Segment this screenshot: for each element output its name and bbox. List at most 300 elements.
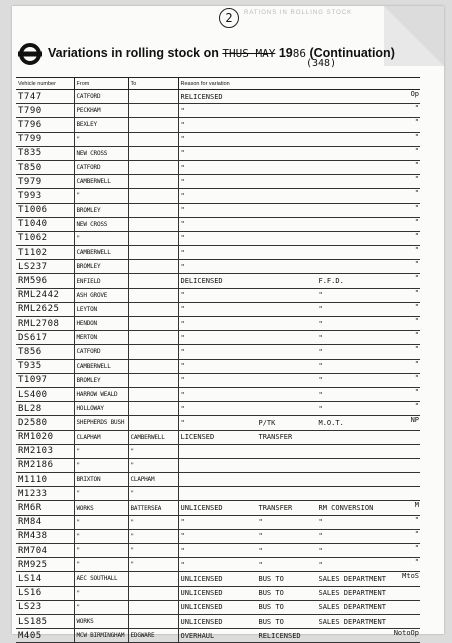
reason-cell [178, 444, 420, 458]
to-cell [128, 246, 178, 260]
rolling-stock-table [16, 77, 420, 643]
vehicle-number-cell: RML2708 [16, 317, 74, 331]
reason-cell [178, 160, 420, 174]
reason-part: P/TK [258, 418, 276, 427]
reason-part: UNLICENSED [180, 603, 223, 612]
to-cell [128, 260, 178, 274]
reason-part: " [180, 248, 185, 257]
to-cell: CLAPHAM [128, 473, 178, 487]
margin-note: NP [410, 416, 419, 425]
vehicle-number-cell: RM1020 [16, 430, 74, 444]
reason-part: " [180, 234, 185, 243]
table-row [16, 302, 420, 316]
reason-cell [178, 246, 420, 260]
reason-cell [178, 558, 420, 572]
from-cell: BRIXTON [74, 473, 128, 487]
to-cell [128, 104, 178, 118]
reason-part: " [180, 319, 185, 328]
vehicle-number-cell: RM84 [16, 515, 74, 529]
to-cell [128, 274, 178, 288]
table-row [16, 246, 420, 260]
margin-note: " [414, 387, 419, 396]
from-cell: BROMLEY [74, 203, 128, 217]
reason-cell [178, 501, 420, 515]
reason-part: " [318, 291, 323, 300]
to-cell: " [128, 458, 178, 472]
from-cell: CATFORD [74, 345, 128, 359]
vehicle-number-cell: LS185 [16, 614, 74, 628]
to-cell: " [128, 544, 178, 558]
reason-part: " [180, 532, 185, 541]
margin-note: " [414, 132, 419, 141]
table-row [16, 487, 420, 501]
reason-cell [178, 359, 420, 373]
to-cell [128, 345, 178, 359]
to-cell [128, 231, 178, 245]
vehicle-number-cell: T796 [16, 118, 74, 132]
table-row [16, 231, 420, 245]
from-cell: " [74, 544, 128, 558]
to-cell [128, 572, 178, 586]
table-row [16, 458, 420, 472]
to-cell [128, 600, 178, 614]
to-cell [128, 217, 178, 231]
table-row [16, 416, 420, 430]
vehicle-number-cell: RM6R [16, 501, 74, 515]
table-row [16, 614, 420, 628]
from-cell: WORKS [74, 614, 128, 628]
margin-note: " [414, 118, 419, 127]
table-row [16, 629, 420, 643]
table-row [16, 146, 420, 160]
margin-note: " [414, 288, 419, 297]
to-cell: " [128, 529, 178, 543]
reason-cell [178, 416, 420, 430]
reason-cell [178, 572, 420, 586]
table-row [16, 132, 420, 146]
from-cell: NEW CROSS [74, 146, 128, 160]
reason-cell [178, 104, 420, 118]
from-cell: CATFORD [74, 160, 128, 174]
table-row [16, 160, 420, 174]
vehicle-number-cell: T1097 [16, 373, 74, 387]
vehicle-number-cell: T799 [16, 132, 74, 146]
to-cell [128, 416, 178, 430]
from-cell: CATFORD [74, 90, 128, 104]
table-row [16, 189, 420, 203]
vehicle-number-cell: RM704 [16, 544, 74, 558]
margin-note: " [414, 373, 419, 382]
table-row [16, 260, 420, 274]
table-row [16, 387, 420, 401]
to-cell [128, 146, 178, 160]
to-cell [128, 90, 178, 104]
reason-cell [178, 600, 420, 614]
margin-note: " [414, 317, 419, 325]
vehicle-number-cell: T935 [16, 359, 74, 373]
from-cell: ENFIELD [74, 274, 128, 288]
margin-note: " [414, 544, 419, 552]
reason-part: M.O.T. [318, 418, 344, 427]
vehicle-number-cell: RM925 [16, 558, 74, 572]
reason-part: " [258, 532, 263, 541]
reason-cell [178, 586, 420, 600]
margin-note: M [414, 501, 419, 510]
reason-part: UNLICENSED [180, 617, 223, 626]
reason-part: " [318, 376, 323, 385]
table-row [16, 515, 420, 529]
margin-note: " [414, 331, 419, 340]
reason-part: " [180, 106, 185, 115]
vehicle-number-cell: LS400 [16, 387, 74, 401]
table-row [16, 118, 420, 132]
to-cell [128, 160, 178, 174]
vehicle-number-cell: D2580 [16, 416, 74, 430]
reason-part: " [180, 149, 185, 158]
reason-cell [178, 345, 420, 359]
from-cell: " [74, 600, 128, 614]
margin-note: " [414, 160, 419, 169]
margin-note: " [414, 345, 419, 354]
margin-note: " [414, 203, 419, 212]
from-cell: ASH GROVE [74, 288, 128, 302]
table-row [16, 529, 420, 543]
reason-cell [178, 231, 420, 245]
table-row [16, 217, 420, 231]
from-cell: WORKS [74, 501, 128, 515]
from-cell: CAMBERWELL [74, 175, 128, 189]
reason-part: UNLICENSED [180, 504, 223, 513]
from-cell: CLAPHAM [74, 430, 128, 444]
margin-note: " [414, 529, 419, 538]
reason-cell [178, 629, 420, 643]
reason-part: " [180, 546, 185, 555]
margin-note: " [414, 231, 419, 240]
reason-part: RELICENSED [180, 92, 223, 101]
reason-cell [178, 118, 420, 132]
vehicle-number-cell: LS16 [16, 586, 74, 600]
reason-part: " [180, 291, 185, 300]
to-cell [128, 118, 178, 132]
reason-part: BUS TO [258, 603, 284, 612]
table-row [16, 430, 420, 444]
reason-cell [178, 302, 420, 316]
reason-part: " [180, 206, 185, 215]
vehicle-number-cell: LS237 [16, 260, 74, 274]
from-cell: BEXLEY [74, 118, 128, 132]
margin-note: Op [410, 90, 419, 98]
reason-cell [178, 317, 420, 331]
reason-part: " [318, 546, 323, 555]
reason-part: " [258, 518, 263, 527]
vehicle-number-cell: BL28 [16, 402, 74, 416]
table-row [16, 600, 420, 614]
vehicle-number-cell: M1110 [16, 473, 74, 487]
from-cell: " [74, 458, 128, 472]
margin-note: " [414, 302, 419, 311]
from-cell: HOLLOWAY [74, 402, 128, 416]
year-prefix: 19 [278, 46, 293, 60]
from-cell: " [74, 189, 128, 203]
reason-part: " [180, 404, 185, 413]
from-cell: MERTON [74, 331, 128, 345]
vehicle-number-cell: T1102 [16, 246, 74, 260]
vehicle-number-cell: LS23 [16, 600, 74, 614]
reason-part: " [180, 362, 185, 371]
from-cell: AEC SOUTHALL [74, 572, 128, 586]
reason-part: " [180, 376, 185, 385]
to-cell [128, 175, 178, 189]
reason-part: " [318, 532, 323, 541]
reason-part: " [180, 518, 185, 527]
table-row [16, 558, 420, 572]
vehicle-number-cell: T1062 [16, 231, 74, 245]
reason-cell [178, 260, 420, 274]
handwritten-date: THUS MAY [222, 47, 276, 60]
vehicle-number-cell: M1233 [16, 487, 74, 501]
margin-note: " [414, 246, 419, 255]
reason-part: " [180, 177, 185, 186]
vehicle-number-cell: T850 [16, 160, 74, 174]
table-row [16, 501, 420, 515]
reason-part: " [180, 120, 185, 129]
margin-note: " [414, 260, 419, 269]
vehicle-number-cell: T790 [16, 104, 74, 118]
reason-part: " [180, 560, 185, 569]
reason-part: " [318, 319, 323, 328]
to-cell [128, 586, 178, 600]
reason-cell [178, 274, 420, 288]
margin-note: " [414, 359, 419, 368]
table-row [16, 473, 420, 487]
reason-part: LICENSED [180, 433, 215, 442]
to-cell [128, 331, 178, 345]
reason-part: SALES DEPARTMENT [318, 603, 386, 612]
reason-cell [178, 331, 420, 345]
table-row [16, 175, 420, 189]
reason-part: " [180, 191, 185, 200]
vehicle-number-cell: LS14 [16, 572, 74, 586]
column-header-vehicle: Vehicle number [16, 78, 74, 90]
reason-part: " [180, 390, 185, 399]
reason-part: " [258, 560, 263, 569]
table-row [16, 572, 420, 586]
vehicle-number-cell: T993 [16, 189, 74, 203]
to-cell [128, 359, 178, 373]
to-cell [128, 614, 178, 628]
title-text: Variations in rolling stock on [48, 46, 219, 60]
vehicle-number-cell: T856 [16, 345, 74, 359]
reason-part: " [180, 305, 185, 314]
from-cell: " [74, 586, 128, 600]
from-cell: BROMLEY [74, 373, 128, 387]
reason-cell [178, 529, 420, 543]
reason-part: " [318, 518, 323, 527]
to-cell [128, 203, 178, 217]
reason-cell [178, 487, 420, 501]
to-cell [128, 402, 178, 416]
table-row [16, 331, 420, 345]
vehicle-number-cell: T1006 [16, 203, 74, 217]
to-cell [128, 288, 178, 302]
reason-part: UNLICENSED [180, 589, 223, 598]
table-header-row [16, 78, 420, 90]
vehicle-number-cell: RM438 [16, 529, 74, 543]
reason-part: " [180, 347, 185, 356]
reason-part: BUS TO [258, 589, 284, 598]
reason-part: " [180, 135, 185, 144]
vehicle-number-cell: M405 [16, 629, 74, 643]
column-header-from: From [74, 78, 128, 90]
bleed-through-text: RATIONS IN ROLLING STOCK [244, 10, 353, 16]
table-row [16, 274, 420, 288]
column-header-reason: Reason for variation [178, 78, 420, 90]
margin-note: " [414, 402, 419, 411]
from-cell: HENDON [74, 317, 128, 331]
handwritten-subdate: (348) [306, 58, 337, 69]
reason-part: SALES DEPARTMENT [318, 617, 386, 626]
from-cell: " [74, 515, 128, 529]
reason-part: OVERHAUL [180, 631, 215, 640]
reason-part: " [318, 347, 323, 356]
to-cell [128, 387, 178, 401]
reason-part: UNLICENSED [180, 574, 223, 583]
to-cell: " [128, 558, 178, 572]
reason-part: " [318, 333, 323, 342]
vehicle-number-cell: T747 [16, 90, 74, 104]
reason-part: F.F.D. [318, 277, 344, 286]
to-cell [128, 189, 178, 203]
reason-cell [178, 288, 420, 302]
reason-cell [178, 402, 420, 416]
reason-part: DELICENSED [180, 277, 223, 286]
page-title [48, 46, 395, 60]
to-cell [128, 132, 178, 146]
reason-cell [178, 132, 420, 146]
from-cell: CAMBERWELL [74, 359, 128, 373]
margin-note: " [414, 189, 419, 198]
margin-note: " [414, 515, 419, 524]
reason-part: RM CONVERSION [318, 504, 374, 513]
margin-note: " [414, 104, 419, 113]
table-row [16, 444, 420, 458]
vehicle-number-cell: RM2186 [16, 458, 74, 472]
from-cell: MCW BIRMINGHAM [74, 629, 128, 643]
reason-part: SALES DEPARTMENT [318, 589, 386, 598]
margin-note: " [414, 175, 419, 184]
margin-note: " [414, 146, 419, 155]
reason-cell [178, 473, 420, 487]
reason-part: " [180, 333, 185, 342]
table-row [16, 288, 420, 302]
vehicle-number-cell: T979 [16, 175, 74, 189]
from-cell: LEYTON [74, 302, 128, 316]
vehicle-number-cell: DS617 [16, 331, 74, 345]
reason-cell [178, 146, 420, 160]
reason-part: " [318, 390, 323, 399]
to-cell: " [128, 515, 178, 529]
from-cell: " [74, 132, 128, 146]
table-row [16, 317, 420, 331]
reason-part: " [318, 404, 323, 413]
reason-cell [178, 515, 420, 529]
reason-part: " [180, 220, 185, 229]
reason-part: " [180, 418, 185, 427]
reason-cell [178, 544, 420, 558]
reason-part: BUS TO [258, 574, 284, 583]
continuation-label: (Continuation) [309, 46, 395, 60]
column-header-to: To [128, 78, 178, 90]
table-row [16, 586, 420, 600]
handwritten-year: 86 [292, 47, 306, 60]
reason-cell [178, 458, 420, 472]
table-body [16, 90, 420, 643]
reason-cell [178, 203, 420, 217]
reason-part: " [180, 163, 185, 172]
vehicle-number-cell: T835 [16, 146, 74, 160]
page-number: 2 [219, 8, 239, 28]
from-cell: CAMBERWELL [74, 246, 128, 260]
margin-note: " [414, 274, 419, 283]
reason-part: RELICENSED [258, 631, 301, 640]
from-cell: BROMLEY [74, 260, 128, 274]
from-cell: " [74, 444, 128, 458]
reason-part: " [318, 560, 323, 569]
roundel-logo-icon [18, 42, 42, 66]
to-cell: " [128, 444, 178, 458]
table-row [16, 373, 420, 387]
to-cell: CAMBERWELL [128, 430, 178, 444]
table-row [16, 544, 420, 558]
to-cell: " [128, 487, 178, 501]
table-row [16, 402, 420, 416]
margin-note: " [414, 558, 419, 567]
reason-cell [178, 175, 420, 189]
reason-part: TRANSFER [258, 433, 293, 442]
vehicle-number-cell: RML2442 [16, 288, 74, 302]
reason-part: BUS TO [258, 617, 284, 626]
table-row [16, 203, 420, 217]
reason-part: " [318, 362, 323, 371]
from-cell: " [74, 558, 128, 572]
table-row [16, 345, 420, 359]
from-cell: " [74, 487, 128, 501]
reason-part: SALES DEPARTMENT [318, 574, 386, 583]
vehicle-number-cell: RM2103 [16, 444, 74, 458]
from-cell: NEW CROSS [74, 217, 128, 231]
to-cell: EDGWARE [128, 629, 178, 643]
to-cell: BATTERSEA [128, 501, 178, 515]
from-cell: PECKHAM [74, 104, 128, 118]
vehicle-number-cell: T1040 [16, 217, 74, 231]
table-row [16, 90, 420, 104]
reason-part: " [318, 305, 323, 314]
margin-note: MtoS [402, 572, 419, 581]
from-cell: " [74, 529, 128, 543]
reason-cell [178, 90, 420, 104]
vehicle-number-cell: RML2625 [16, 302, 74, 316]
to-cell [128, 302, 178, 316]
vehicle-number-cell: RM596 [16, 274, 74, 288]
reason-part: " [180, 262, 185, 271]
reason-cell [178, 373, 420, 387]
to-cell [128, 373, 178, 387]
to-cell [128, 317, 178, 331]
table-row [16, 104, 420, 118]
from-cell: SHEPHERDS BUSH [74, 416, 128, 430]
from-cell: " [74, 231, 128, 245]
margin-note: NotoOp [393, 629, 419, 638]
